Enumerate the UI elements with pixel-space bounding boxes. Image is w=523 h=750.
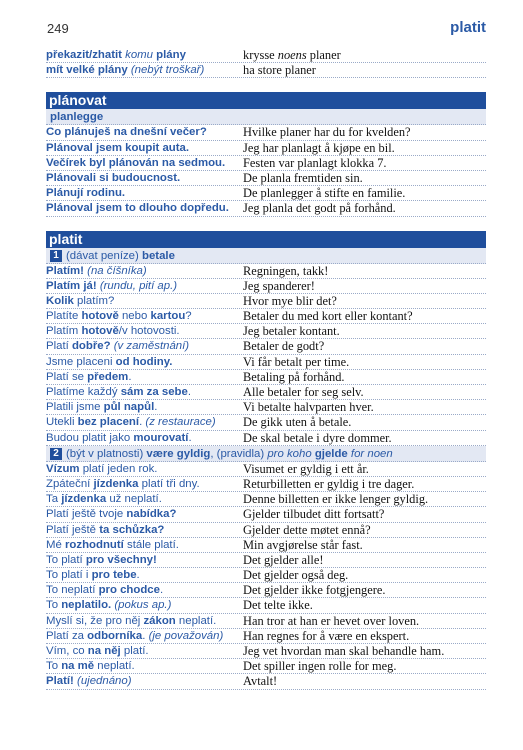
norwegian-translation: Han tror at han er hevet over loven.	[243, 613, 420, 628]
norwegian-translation: Vi får betalt per time.	[243, 354, 350, 369]
entry-row	[46, 156, 486, 171]
czech-phrase: Platí dobře? (v zaměstnání)	[46, 340, 190, 353]
entry-row	[46, 125, 486, 140]
entry-row	[46, 324, 486, 339]
entry-row	[46, 659, 486, 674]
entry-row	[46, 598, 486, 613]
czech-phrase: překazit/zhatit komu plány	[46, 49, 186, 61]
czech-phrase: To platí i pro tebe.	[46, 569, 140, 582]
sense-header	[46, 248, 486, 264]
entry-row	[46, 415, 486, 430]
sense-number-badge: 1	[50, 250, 62, 262]
norwegian-translation: Jeg vet hvordan man skal behandle ham.	[243, 644, 445, 658]
section-spacer	[46, 217, 486, 231]
czech-phrase: Vízum platí jeden rok.	[46, 462, 158, 475]
entry-row	[46, 568, 486, 583]
norwegian-translation: Jeg planla det godt på forhånd.	[243, 201, 396, 216]
norwegian-translation: Jeg betaler kontant.	[243, 324, 340, 339]
czech-phrase: Zpáteční jízdenka platí tři dny.	[46, 477, 200, 490]
norwegian-translation: Hvilke planer har du for kvelden?	[243, 125, 411, 140]
norwegian-translation: Betaler du med kort eller kontant?	[243, 309, 413, 324]
czech-phrase: Plánoval jsem to dlouho dopředu.	[46, 202, 229, 215]
czech-phrase: Vím, co na něj platí.	[46, 645, 149, 657]
czech-phrase: Večírek byl plánován na sedmou.	[46, 156, 226, 169]
sense-label: (být v platnosti) være gyldig, (pravidla) pro koho gjelde for noen	[66, 447, 393, 460]
headword-bar: plánovat	[46, 92, 486, 109]
entry-row	[46, 400, 486, 415]
headword-bar: platit	[46, 231, 486, 248]
dictionary-content	[46, 48, 486, 690]
entry-row	[46, 309, 486, 324]
entry-row	[46, 644, 486, 659]
norwegian-translation: Festen var planlagt klokka 7.	[243, 155, 387, 170]
norwegian-translation: Jeg har planlagt å kjøpe en bil.	[243, 140, 395, 155]
norwegian-translation: Vi betalte halvparten hver.	[243, 400, 374, 415]
norwegian-translation: Det telte ikke.	[243, 598, 313, 613]
entry-row	[46, 674, 486, 689]
norwegian-translation: Han regnes for å være en ekspert.	[243, 628, 410, 643]
czech-phrase: Plánovali si budoucnost.	[46, 171, 181, 184]
entry-row	[46, 538, 486, 553]
norwegian-translation: Alle betaler for seg selv.	[243, 385, 364, 399]
czech-phrase: To platí pro všechny!	[46, 553, 157, 566]
norwegian-translation: De gikk uten å betale.	[243, 415, 352, 430]
entry-row	[46, 629, 486, 644]
norwegian-translation: Betaler de godt?	[243, 339, 325, 354]
norwegian-translation: De planla fremtiden sin.	[243, 170, 363, 185]
entry-row	[46, 477, 486, 492]
czech-phrase: Platí! (ujednáno)	[46, 675, 132, 688]
czech-phrase: To neplatilo. (pokus ap.)	[46, 599, 172, 612]
norwegian-translation: Regningen, takk!	[243, 263, 329, 278]
norwegian-translation: Hvor mye blir det?	[243, 293, 337, 308]
entry-row	[46, 141, 486, 156]
entry-row	[46, 431, 486, 446]
entry-row	[46, 462, 486, 477]
entry-row	[46, 553, 486, 568]
norwegian-translation: Gjelder dette møtet ennå?	[243, 522, 371, 537]
czech-phrase: Plánují rodinu.	[46, 187, 126, 200]
entry-row	[46, 294, 486, 309]
norwegian-translation: Det gjelder også deg.	[243, 568, 349, 583]
sense-header	[46, 446, 486, 462]
czech-phrase: Jsme placeni od hodiny.	[46, 355, 173, 368]
czech-phrase: Budou platit jako mourovatí.	[46, 431, 192, 444]
norwegian-translation: Det spiller ingen rolle for meg.	[243, 659, 397, 674]
norwegian-translation: Returbilletten er gyldig i tre dager.	[243, 476, 415, 491]
norwegian-translation: Betaling på forhånd.	[243, 369, 345, 384]
czech-phrase: Platím! (na číšníka)	[46, 264, 147, 277]
norwegian-translation: Gjelder tilbudet ditt fortsatt?	[243, 507, 385, 522]
sense-label: (dávat peníze) betale	[66, 249, 175, 262]
entry-row	[46, 48, 486, 63]
czech-phrase: Platím hotově/v hotovosti.	[46, 325, 180, 338]
entry-row	[46, 171, 486, 186]
czech-phrase: Platíme každý sám za sebe.	[46, 386, 191, 398]
sense-header: planlegge	[46, 109, 486, 125]
czech-phrase: mít velké plány (nebýt troškař)	[46, 64, 205, 77]
entry-row	[46, 614, 486, 629]
entry-row	[46, 523, 486, 538]
czech-phrase: Platí ještě ta schůzka?	[46, 523, 165, 536]
entry-row	[46, 201, 486, 216]
czech-phrase: Co plánuješ na dnešní večer?	[46, 126, 207, 139]
norwegian-translation: Det gjelder ikke fotgjengere.	[243, 583, 386, 598]
czech-phrase: Platím já! (rundu, pití ap.)	[46, 279, 178, 292]
czech-phrase: Platí ještě tvoje nabídka?	[46, 508, 177, 521]
czech-phrase: Ta jízdenka už neplatí.	[46, 493, 162, 506]
czech-phrase: Mé rozhodnutí stále platí.	[46, 538, 179, 551]
guide-word: platit	[450, 19, 486, 36]
entry-row	[46, 264, 486, 279]
norwegian-translation: Min avgjørelse står fast.	[243, 537, 363, 552]
norwegian-translation: Jeg spanderer!	[243, 278, 315, 293]
czech-phrase: Kolik platím?	[46, 294, 115, 307]
norwegian-translation: De skal betale i dyre dommer.	[243, 430, 392, 445]
norwegian-translation: Denne billetten er ikke lenger gyldig.	[243, 492, 429, 507]
entry-row	[46, 186, 486, 201]
norwegian-translation: Det gjelder alle!	[243, 552, 324, 567]
entry-row	[46, 583, 486, 598]
entry-row	[46, 492, 486, 507]
entry-row	[46, 385, 486, 400]
page-number: 249	[47, 21, 69, 36]
czech-phrase: Platí za odborníka. (je považován)	[46, 629, 224, 642]
norwegian-translation: Visumet er gyldig i ett år.	[243, 461, 369, 476]
czech-phrase: Platili jsme půl napůl.	[46, 401, 158, 414]
entry-row	[46, 339, 486, 354]
norwegian-translation: Avtalt!	[243, 674, 278, 689]
entry-row	[46, 507, 486, 522]
entry-row	[46, 355, 486, 370]
sense-number-badge: 2	[50, 448, 62, 460]
norwegian-translation: De planlegger å stifte en familie.	[243, 186, 406, 201]
entry-row	[46, 63, 486, 78]
czech-phrase: Utekli bez placení. (z restaurace)	[46, 416, 216, 429]
czech-phrase: Myslí si, že pro něj zákon neplatí.	[46, 614, 217, 627]
czech-phrase: Plánoval jsem koupit auta.	[46, 141, 190, 154]
czech-phrase: Platí se předem.	[46, 370, 132, 383]
section-spacer	[46, 78, 486, 92]
czech-phrase: To na mě neplatí.	[46, 660, 135, 673]
entry-row	[46, 370, 486, 385]
norwegian-translation: ha store planer	[243, 63, 316, 78]
norwegian-translation: krysse noens planer	[243, 48, 341, 62]
czech-phrase: To neplatí pro chodce.	[46, 584, 164, 597]
entry-row	[46, 279, 486, 294]
czech-phrase: Platíte hotově nebo kartou?	[46, 310, 192, 323]
